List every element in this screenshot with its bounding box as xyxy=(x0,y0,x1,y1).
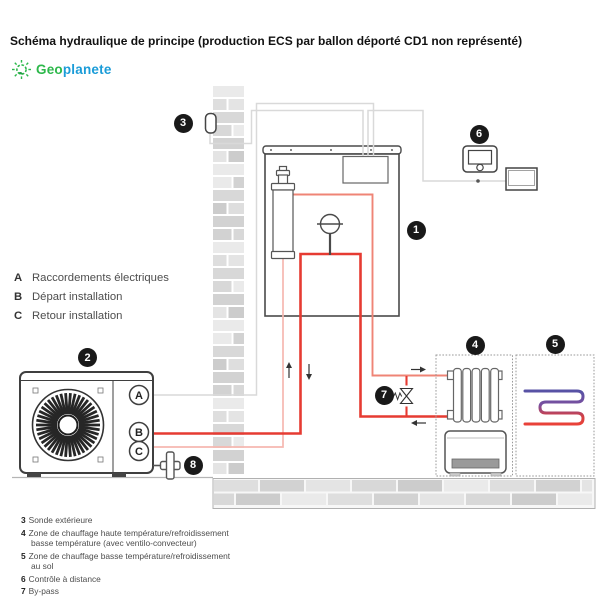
wall-display-icon xyxy=(506,168,537,190)
legend-row-7: 7 By-pass xyxy=(21,586,59,597)
legend-row-5: 5 Zone de chauffage basse température/refroidissement au sol xyxy=(21,550,231,571)
drain-valve xyxy=(153,452,180,479)
badge-indoor-unit: 1 xyxy=(407,221,426,240)
fan-icon xyxy=(33,388,104,462)
outdoor-unit xyxy=(20,372,153,477)
radiator-icon xyxy=(448,369,503,423)
outdoor-sensor-icon xyxy=(206,114,217,134)
legend-row-4: 4 Zone de chauffage haute température/refroidissement basse température (avec ventilo-convecteur) xyxy=(21,527,229,548)
port-b-label: B xyxy=(135,427,143,439)
bypass-valve-icon xyxy=(394,386,415,407)
fan-convector-icon xyxy=(445,431,506,476)
badge-remote-control: 6 xyxy=(470,125,489,144)
unit-foot xyxy=(27,473,41,477)
floor xyxy=(213,479,595,509)
floor-coil-icon xyxy=(525,391,583,424)
callouts-legend xyxy=(21,516,267,600)
port-c-label: C xyxy=(135,446,143,458)
badge-outdoor-sensor: 3 xyxy=(174,114,193,133)
connections-legend xyxy=(14,272,169,329)
wire-junction-dot xyxy=(476,179,480,183)
legend-row-3: 3 Sonde extérieure xyxy=(21,515,93,525)
badge-zone-high-temp: 4 xyxy=(466,336,485,355)
legend-row-b: B Départ installation xyxy=(14,291,123,303)
zone-high-temp xyxy=(436,355,513,476)
legend-row-6: 6 Contrôle à distance xyxy=(21,573,101,584)
port-a-label: A xyxy=(135,390,143,402)
badge-drain-valve: 8 xyxy=(184,456,203,475)
control-box xyxy=(343,157,388,184)
legend-row-a: A Raccordements électriques xyxy=(14,272,169,284)
badge-outdoor-unit: 2 xyxy=(78,348,97,367)
page-title: Schéma hydraulique de principe (production ECS par ballon déporté CD1 non représenté) xyxy=(10,34,523,48)
badge-zone-floor: 5 xyxy=(546,335,565,354)
badge-bypass: 7 xyxy=(375,386,394,405)
brand-name: Geoplanete xyxy=(36,62,112,77)
unit-foot xyxy=(112,473,126,477)
zone-floor-heating xyxy=(516,355,594,476)
remote-control-icon xyxy=(463,146,497,172)
legend-row-c: C Retour installation xyxy=(14,310,123,322)
